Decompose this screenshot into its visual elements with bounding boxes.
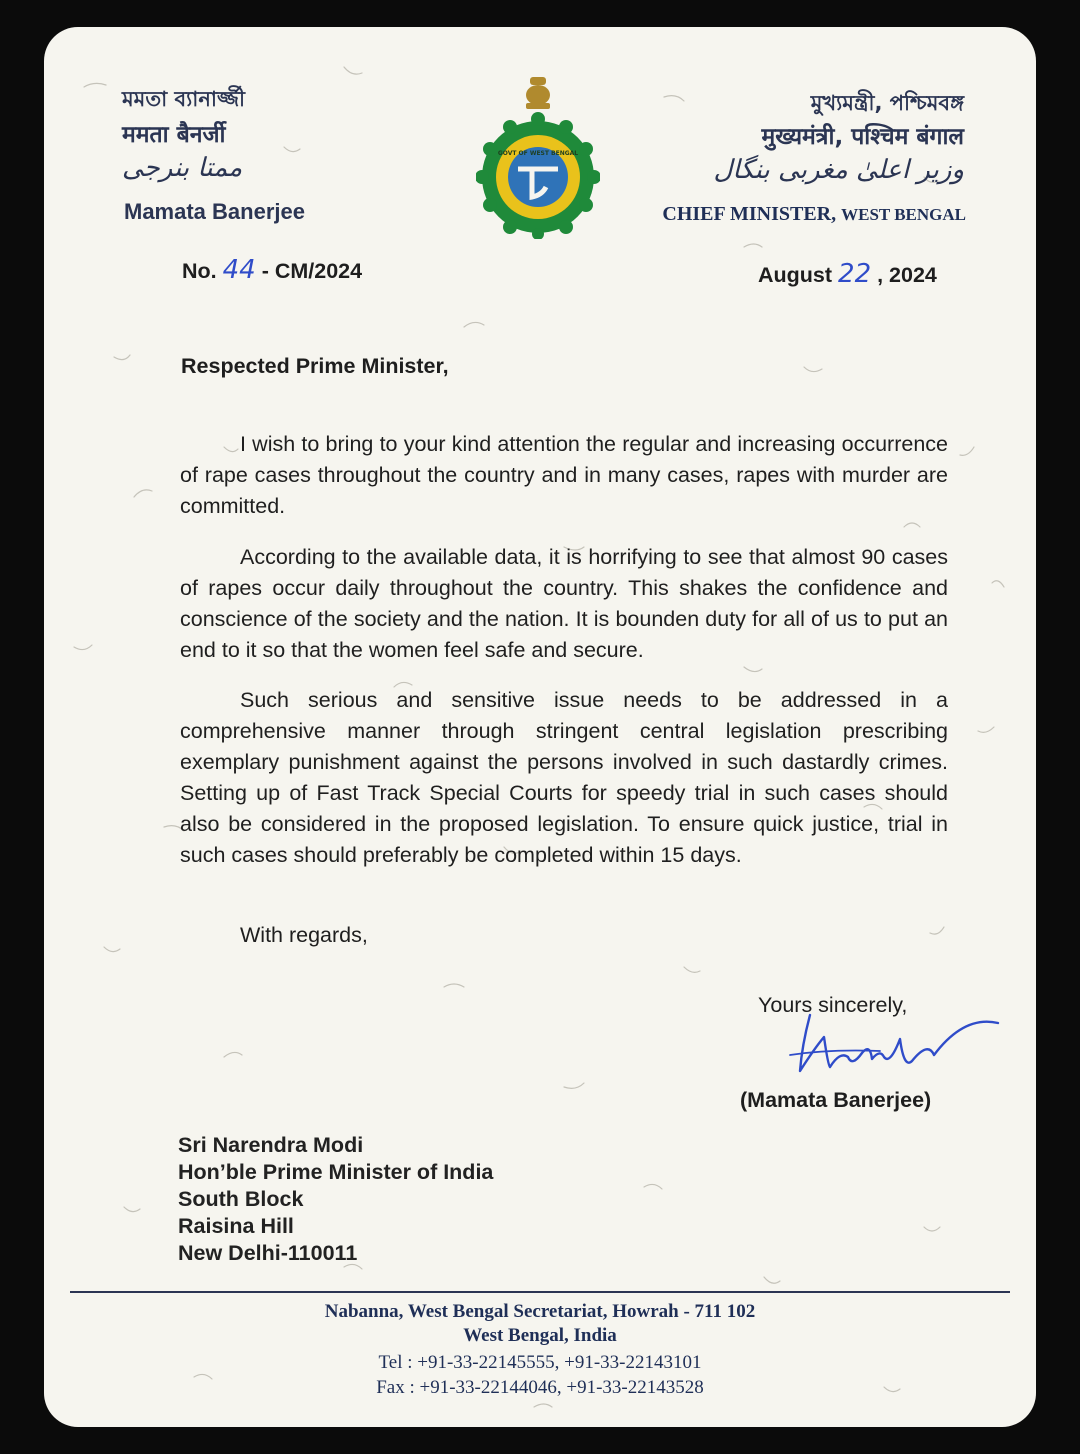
name-english: Mamata Banerjee (124, 199, 305, 224)
recipient-line: South Block (178, 1187, 304, 1211)
salutation: Respected Prime Minister, (181, 354, 449, 378)
footer-divider (70, 1291, 1010, 1293)
title-english-place: WEST BENGAL (841, 205, 966, 224)
reference-handwritten-number: 44 (222, 255, 256, 285)
recipient-line: Hon’ble Prime Minister of India (178, 1160, 494, 1184)
body-paragraph-1 (180, 429, 948, 522)
date-month: August (758, 263, 833, 287)
emblem-seal-text: GOVT OF WEST BENGAL (497, 150, 579, 157)
title-english (662, 203, 966, 226)
reference-prefix: No. (182, 259, 217, 283)
regards: With regards, (240, 923, 368, 947)
recipient-line: Sri Narendra Modi (178, 1133, 364, 1157)
signatory-name: (Mamata Banerjee) (740, 1088, 932, 1112)
body-paragraph-2 (180, 542, 948, 666)
title-bengali: মুখ্যমন্ত্রী, পশ্চিমবঙ্গ (810, 91, 964, 115)
paragraph-text: According to the available data, it is horrifying to see that almost 90 cases of rapes occur daily throughout the country. This shakes the confidence and conscience of the society and the nation. It is bounden duty for all of us to put an end to it so that the women feel safe and secure. (180, 545, 948, 662)
title-hindi: मुख्यमंत्री, पश्चिम बंगाल (761, 124, 964, 150)
footer-address-line1: Nabanna, West Bengal Secretariat, Howrah - 711 102 (324, 1301, 756, 1322)
paragraph-text: I wish to bring to your kind attention the regular and increasing occurrence of rape cases throughout the country and in many cases, rapes with murder are committed. (180, 432, 948, 518)
body-paragraph-3 (180, 685, 948, 871)
footer-fax: Fax : +91-33-22144046, +91-33-22143528 (376, 1377, 704, 1398)
handwritten-signature-icon (780, 1007, 1004, 1087)
title-english-main: CHIEF MINISTER, (662, 203, 837, 225)
name-urdu: ممتا بنرجی (122, 153, 243, 183)
paragraph-text: Such serious and sensitive issue needs to be addressed in a comprehensive manner through stringent central legislation prescribing exemplary punishment against the persons involved in such dastardly crimes. Setting up of Fast Track Special Courts for speedy trial in such cases should also be considered in the proposed legislation. To ensure quick justice, trial in such cases should preferably be completed within 15 days. (180, 688, 948, 867)
date-year: , 2024 (877, 263, 937, 287)
date-handwritten-day: 22 (838, 259, 872, 289)
name-bengali: মমতা ব্যানার্জ্জী (122, 87, 246, 111)
footer-tel: Tel : +91-33-22145555, +91-33-22143101 (378, 1352, 702, 1373)
name-hindi: ममता बैनर्जी (122, 122, 226, 148)
recipient-line: Raisina Hill (178, 1214, 294, 1238)
recipient-address (178, 1132, 493, 1267)
title-urdu: وزیر اعلیٰ مغربی بنگال (713, 155, 964, 185)
letter-sheet (44, 27, 1036, 1427)
recipient-line: New Delhi-110011 (178, 1241, 358, 1265)
west-bengal-emblem-icon (476, 71, 600, 239)
letter-date (758, 259, 937, 289)
reference-suffix: - CM/2024 (261, 259, 363, 283)
reference-number (182, 255, 362, 285)
footer-address-line2: West Bengal, India (463, 1325, 617, 1346)
valediction: Yours sincerely, (758, 993, 908, 1017)
